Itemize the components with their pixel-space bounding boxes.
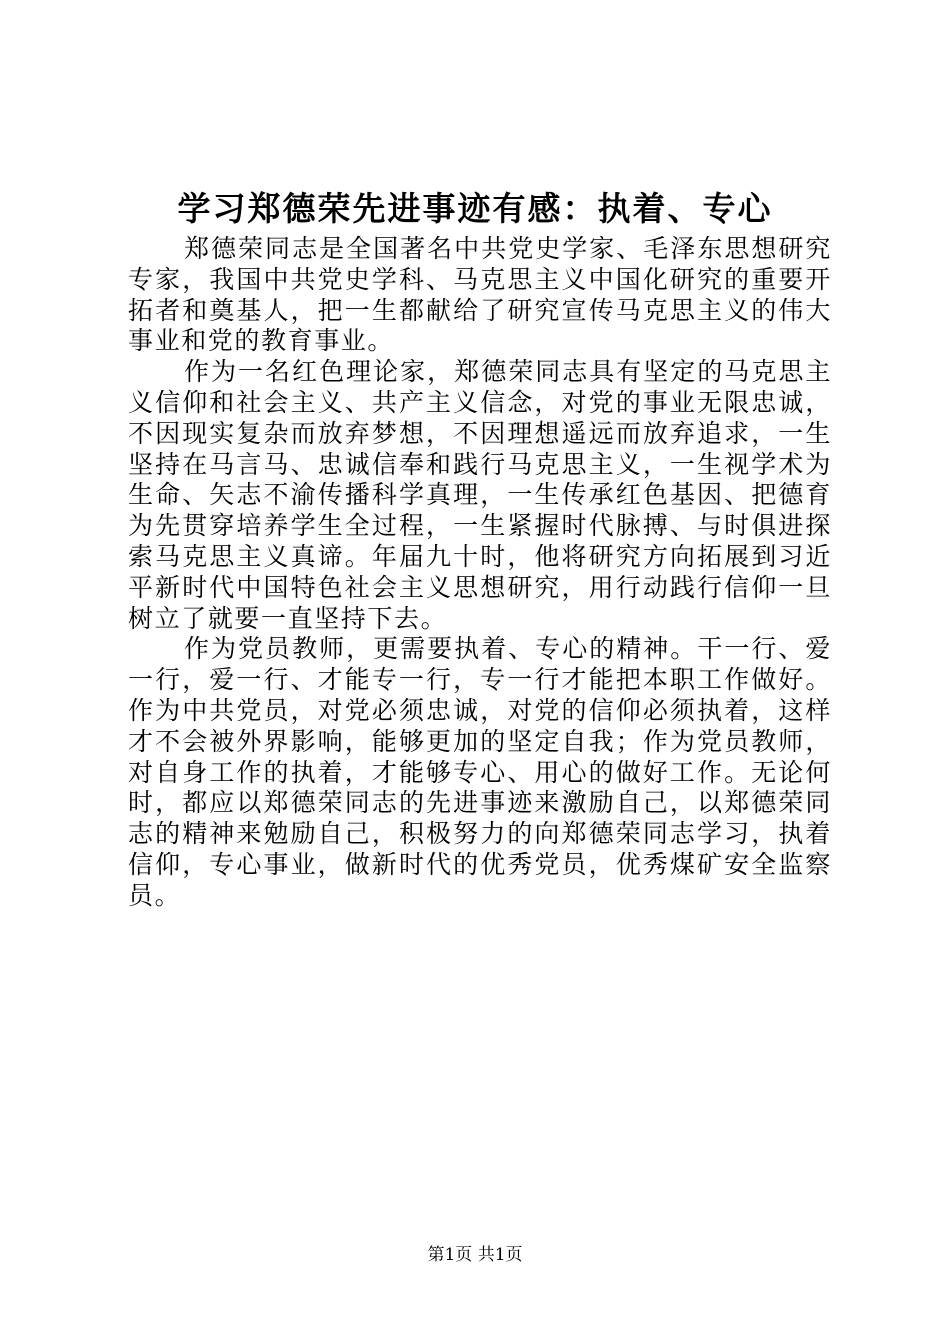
paragraph-reflection: 作为党员教师，更需要执着、专心的精神。干一行、爱一行，爱一行、才能专一行，专一行才能把本职工作做好。作为中共党员，对党必须忠诚，对党的信仰必须执着，这样才不会被外界影响，能够更加的坚定自我；作为党员教师，对自身工作的执着，才能够专心、用心的做好工作。无论何时，都应以郑德荣同志的先进事迹来激励自己，以郑德荣同志的精神来勉励自己，积极努力的向郑德荣同志学习，执着信仰，专心事业，做新时代的优秀党员，优秀煤矿安全监察员。 <box>128 634 832 910</box>
document-title: 学习郑德荣先进事迹有感：执着、专心 <box>177 189 773 228</box>
document-body <box>128 234 832 912</box>
paragraph-intro: 郑德荣同志是全国著名中共党史学家、毛泽东思想研究专家，我国中共党史学科、马克思主义中国化研究的重要开拓者和奠基人，把一生都献给了研究宣传马克思主义的伟大事业和党的教育事业。 <box>128 234 832 356</box>
paragraph-theorist: 作为一名红色理论家，郑德荣同志具有坚定的马克思主义信仰和社会主义、共产主义信念，对党的事业无限忠诚，不因现实复杂而放弃梦想，不因理想遥远而放弃追求，一生坚持在马言马、忠诚信奉和践行马克思主义，一生视学术为生命、矢志不渝传播科学真理，一生传承红色基因、把德育为先贯穿培养学生全过程，一生紧握时代脉搏、与时俱进探索马克思主义真谛。年届九十时，他将研究方向拓展到习近平新时代中国特色社会主义思想研究，用行动践行信仰一旦树立了就要一直坚持下去。 <box>128 357 832 633</box>
page-footer: 第1页 共1页 <box>427 1245 523 1265</box>
